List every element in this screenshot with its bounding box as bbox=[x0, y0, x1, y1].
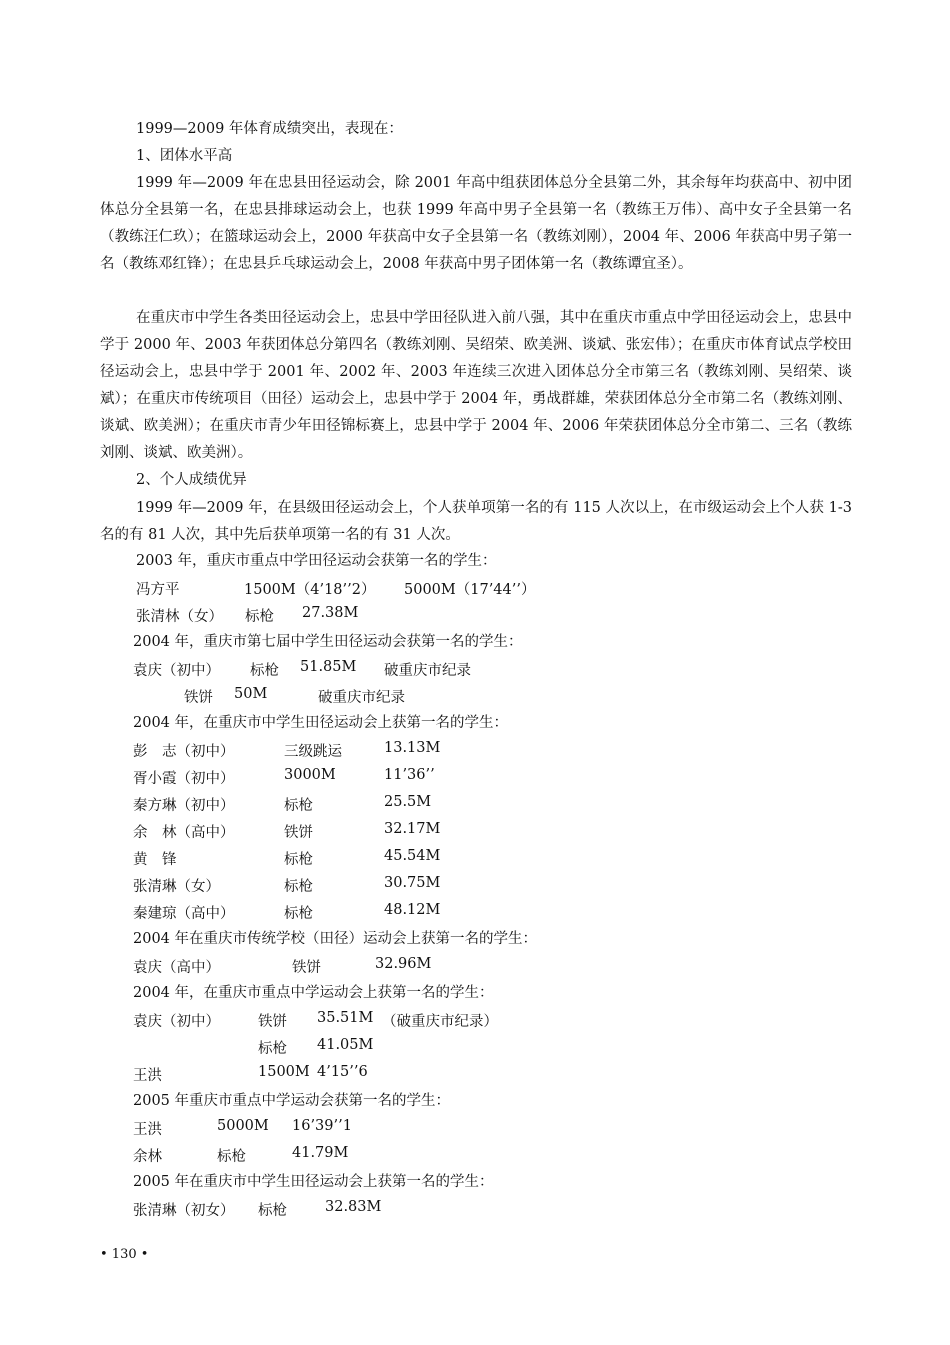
athlete-name: 袁庆（初中） bbox=[133, 663, 220, 679]
record-group-title: 2004 年，在重庆市重点中学运动会上获第一名的学生： bbox=[133, 985, 494, 1001]
record-note: （破重庆市纪录） bbox=[382, 1014, 498, 1030]
page-number: • 130 • bbox=[100, 1247, 149, 1262]
athlete-name: 王洪 bbox=[133, 1068, 162, 1084]
athlete-name: 余 林（高中） bbox=[133, 825, 235, 841]
athlete-name: 秦方琳（初中） bbox=[133, 798, 235, 814]
athlete-name: 张清琳（初女） bbox=[133, 1203, 235, 1219]
athlete-name: 张清琳（女） bbox=[133, 879, 220, 895]
section-1-heading: 1、团体水平高 bbox=[136, 148, 233, 164]
athlete-name: 张清林（女） bbox=[136, 609, 223, 625]
result: 41.05M bbox=[317, 1037, 374, 1053]
athlete-name: 黄 锋 bbox=[133, 852, 177, 868]
event-name: 铁饼 bbox=[184, 690, 213, 706]
athlete-name: 袁庆（初中） bbox=[133, 1014, 220, 1030]
event-result: 1500M（4’18’’2） bbox=[244, 582, 376, 598]
result: 41.79M bbox=[292, 1145, 349, 1161]
result: 25.5M bbox=[384, 794, 432, 810]
record-note: 破重庆市纪录 bbox=[318, 690, 405, 706]
result: 13.13M bbox=[384, 740, 441, 756]
event-name: 标枪 bbox=[245, 609, 274, 625]
event-name: 标枪 bbox=[250, 663, 279, 679]
event-name: 三级跳运 bbox=[284, 744, 342, 760]
athlete-name: 余林 bbox=[133, 1149, 162, 1165]
event-name: 标枪 bbox=[284, 798, 313, 814]
record-group-title: 2004 年，重庆市第七届中学生田径运动会获第一名的学生： bbox=[133, 634, 523, 650]
event-name: 标枪 bbox=[284, 906, 313, 922]
paragraph-individual: 1999 年—2009 年，在县级田径运动会上，个人获单项第一名的有 115 人次以上，在市级运动会上个人获 1-3 名的有 81 人次，其中先后获单项第一名的有 31 人次。 bbox=[100, 500, 852, 543]
result: 51.85M bbox=[300, 659, 357, 675]
result: 32.96M bbox=[375, 956, 432, 972]
section-2-heading: 2、个人成绩优异 bbox=[136, 472, 247, 488]
record-group-title: 2005 年重庆市重点中学运动会获第一名的学生： bbox=[133, 1093, 451, 1109]
record-group-title: 2003 年，重庆市重点中学田径运动会获第一名的学生： bbox=[136, 553, 497, 569]
athlete-name: 胥小霞（初中） bbox=[133, 771, 235, 787]
event-name: 标枪 bbox=[217, 1149, 246, 1165]
event-name: 1500M bbox=[258, 1064, 310, 1080]
event-name: 5000M bbox=[217, 1118, 269, 1134]
event-name: 标枪 bbox=[284, 879, 313, 895]
record-note: 破重庆市纪录 bbox=[384, 663, 471, 679]
event-name: 铁饼 bbox=[292, 960, 321, 976]
result: 32.83M bbox=[325, 1199, 382, 1215]
result: 50M bbox=[234, 686, 268, 702]
result: 16’39’’1 bbox=[292, 1118, 352, 1134]
event-name: 标枪 bbox=[258, 1203, 287, 1219]
athlete-name: 王洪 bbox=[133, 1122, 162, 1138]
intro-line: 1999—2009 年体育成绩突出，表现在： bbox=[136, 121, 403, 137]
record-group-title: 2004 年在重庆市传统学校（田径）运动会上获第一名的学生： bbox=[133, 931, 538, 947]
result: 45.54M bbox=[384, 848, 441, 864]
athlete-name: 冯方平 bbox=[136, 582, 180, 598]
event-name: 标枪 bbox=[284, 852, 313, 868]
result: 30.75M bbox=[384, 875, 441, 891]
record-group-title: 2004 年，在重庆市中学生田径运动会上获第一名的学生： bbox=[133, 715, 509, 731]
athlete-name: 秦建琼（高中） bbox=[133, 906, 235, 922]
result: 27.38M bbox=[302, 605, 359, 621]
result: 4’15’’6 bbox=[317, 1064, 368, 1080]
paragraph-team-city: 在重庆市中学生各类田径运动会上，忠县中学田径队进入前八强，其中在重庆市重点中学田径运动会上，忠县中学于 2000 年、2003 年获团体总分第四名（教练刘刚、吴绍荣、欧美洲、谈斌、张宏伟）；在重庆市体育试点学校田径运动会上，忠县中学于 2001 年、2002 年、2003 年连续三次进入团体总分全市第三名（教练刘刚、吴绍荣、谈斌）；在重庆市传统项目（田径）运动会上，忠县中学于 2004 年，勇战群雄，荣获团体总分全市第二名（教练刘刚、谈斌、欧美洲）；在重庆市青少年田径锦标赛上，忠县中学于 2004 年、2006 年荣获团体总分全市第二、三名（教练刘刚、谈斌、欧美洲）。 bbox=[100, 310, 852, 461]
record-group-title: 2005 年在重庆市中学生田径运动会上获第一名的学生： bbox=[133, 1174, 494, 1190]
result: 35.51M bbox=[317, 1010, 374, 1026]
event-name: 3000M bbox=[284, 767, 336, 783]
event-name: 铁饼 bbox=[258, 1014, 287, 1030]
athlete-name: 彭 志（初中） bbox=[133, 744, 235, 760]
result: 11’36’’ bbox=[384, 767, 435, 783]
result: 32.17M bbox=[384, 821, 441, 837]
result: 48.12M bbox=[384, 902, 441, 918]
athlete-name: 袁庆（高中） bbox=[133, 960, 220, 976]
event-name: 铁饼 bbox=[284, 825, 313, 841]
paragraph-team-county: 1999 年—2009 年在忠县田径运动会，除 2001 年高中组获团体总分全县第二外，其余每年均获高中、初中团体总分全县第一名，在忠县排球运动会上，也获 1999 年高中男子全县第一名（教练王万伟）、高中女子全县第一名（教练汪仁玖）；在篮球运动会上，2000 年获高中女子全县第一名（教练刘刚），2004 年、2006 年获高中男子第一名（教练邓红锋）；在忠县乒乓球运动会上，2008 年获高中男子团体第一名（教练谭宜圣）。 bbox=[100, 175, 852, 272]
event-name: 标枪 bbox=[258, 1041, 287, 1057]
event-result: 5000M（17’44’’） bbox=[404, 582, 536, 598]
